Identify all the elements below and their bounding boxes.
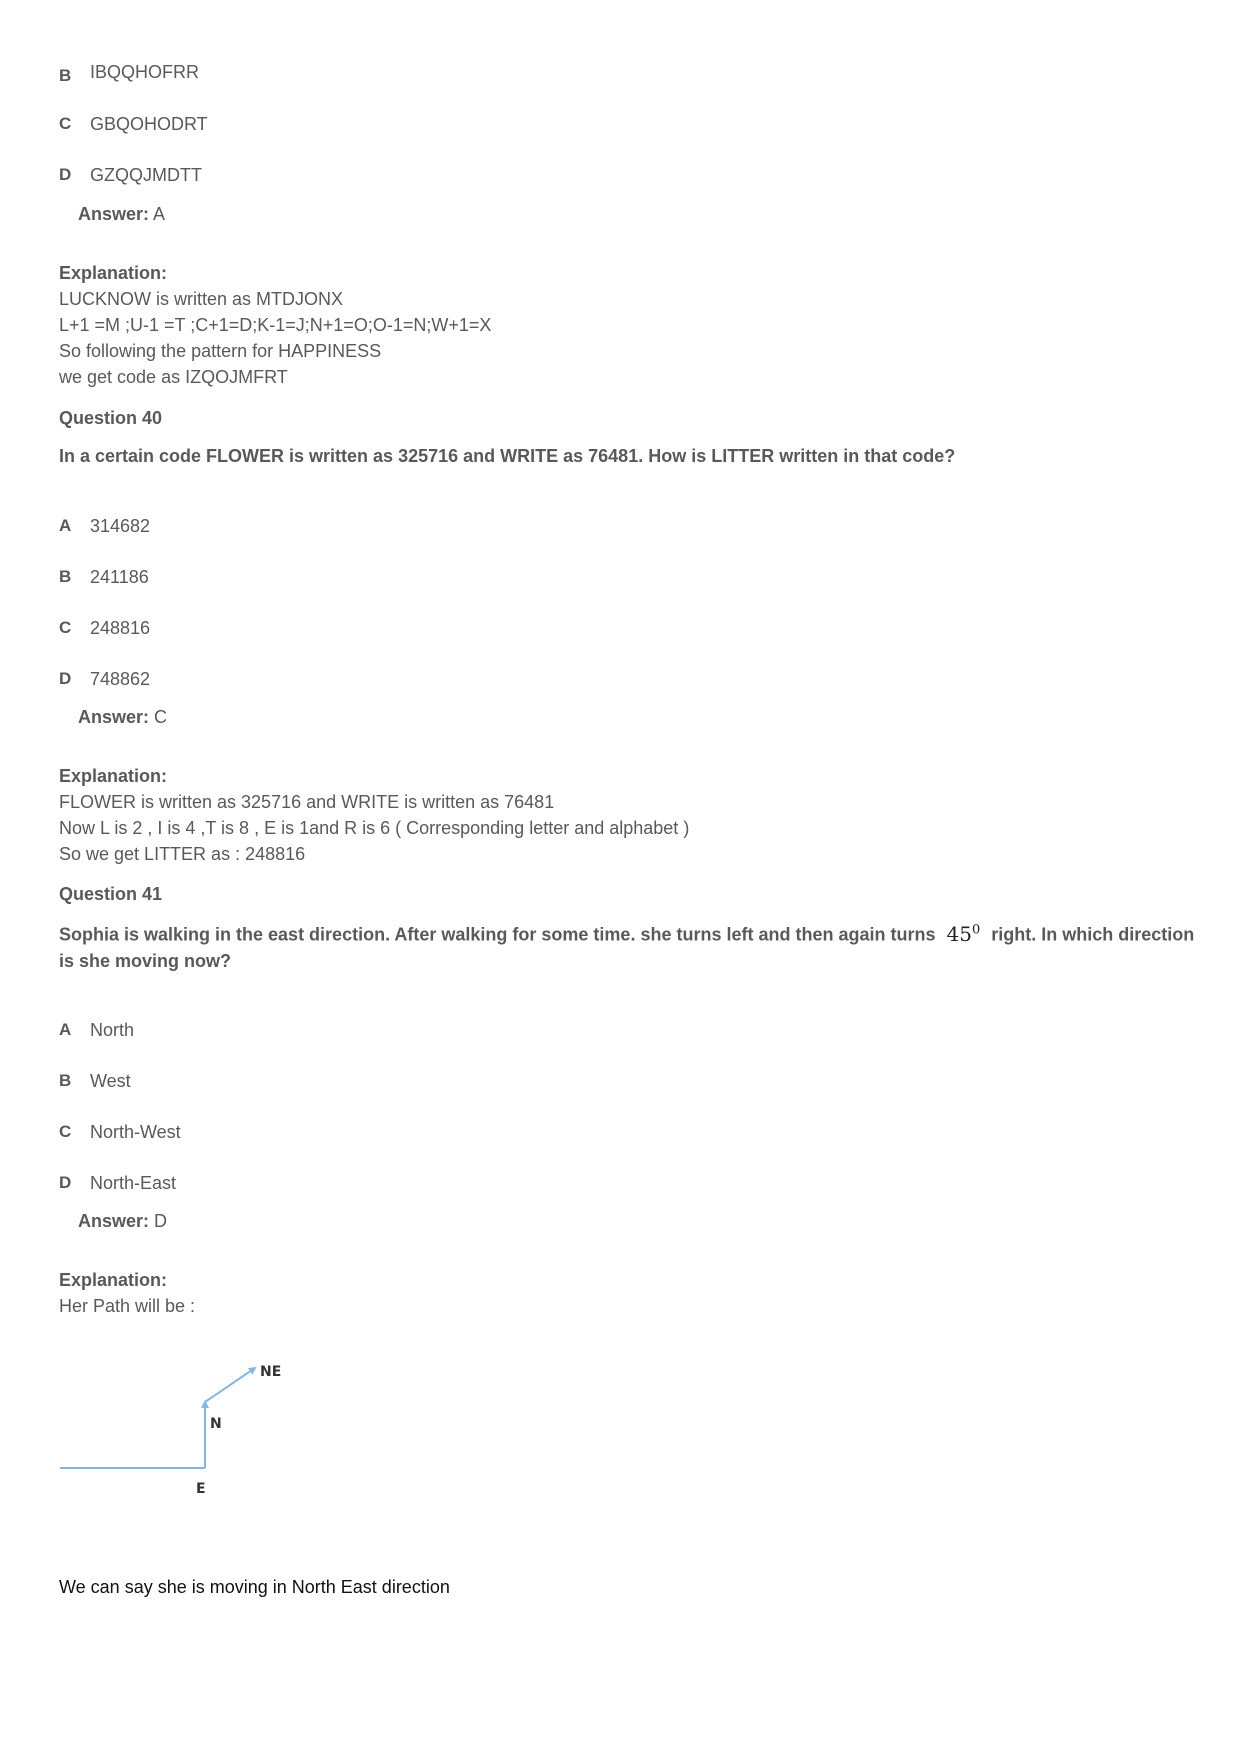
q41-conclusion: We can say she is moving in North East direction: [59, 1577, 450, 1597]
explanation-line: Her Path will be :: [59, 1296, 196, 1316]
explanation-line: FLOWER is written as 325716 and WRITE is written as 76481: [59, 792, 555, 812]
answer-value: A: [153, 204, 166, 224]
option-letter: C: [59, 1122, 72, 1141]
question-41-text: [59, 917, 1195, 974]
explanation-title: Explanation:: [59, 263, 168, 283]
q41-answer: [78, 1211, 167, 1232]
answer-value: D: [154, 1211, 168, 1231]
option-letter: A: [59, 1020, 72, 1039]
explanation-line: LUCKNOW is written as MTDJONX: [59, 289, 344, 309]
explanation-title: Explanation:: [59, 1270, 168, 1290]
math-base: 45: [946, 921, 972, 946]
q40-explanation: [59, 763, 689, 867]
explanation-line: So we get LITTER as : 248816: [59, 844, 306, 864]
q41-explanation: [59, 1267, 195, 1319]
option-text: 748862: [90, 669, 151, 689]
answer-label: Answer:: [78, 1211, 150, 1231]
option-letter: D: [59, 165, 72, 184]
option-letter: D: [59, 1173, 72, 1192]
math-expression: [947, 922, 981, 946]
answer-value: C: [154, 707, 168, 727]
label-e: E: [196, 1481, 206, 1497]
option-letter: D: [59, 669, 72, 688]
question-text-part: right. In which direction: [991, 924, 1195, 945]
option-text: GBQOHODRT: [90, 114, 208, 134]
q40-answer: [78, 707, 167, 728]
explanation-line: we get code as IZQOJMFRT: [59, 367, 288, 387]
question-40-title: Question 40: [59, 408, 163, 428]
option-letter: B: [59, 66, 72, 85]
explanation-line: L+1 =M ;U-1 =T ;C+1=D;K-1=J;N+1=O;O-1=N;W+1=X: [59, 315, 492, 335]
direction-path-diagram: [50, 1340, 310, 1510]
label-n: N: [210, 1416, 222, 1432]
q39-answer: [78, 204, 165, 225]
question-41-title: Question 41: [59, 884, 163, 904]
answer-label: Answer:: [78, 707, 150, 727]
explanation-title: Explanation:: [59, 766, 168, 786]
northeast-path-line: [205, 1368, 255, 1402]
option-letter: C: [59, 114, 72, 133]
option-text: North: [90, 1020, 135, 1040]
option-text: North-East: [90, 1173, 177, 1193]
explanation-line: Now L is 2 , I is 4 ,T is 8 , E is 1and R is 6 ( Corresponding letter and alphabet ): [59, 818, 690, 838]
explanation-line: So following the pattern for HAPPINESS: [59, 341, 382, 361]
option-letter: C: [59, 618, 72, 637]
option-text: North-West: [90, 1122, 181, 1142]
option-letter: B: [59, 567, 72, 586]
question-40-text: In a certain code FLOWER is written as 325716 and WRITE as 76481. How is LITTER written in that code?: [59, 446, 956, 466]
option-text: GZQQJMDTT: [90, 165, 202, 185]
math-superscript: 0: [971, 922, 981, 937]
question-text-part: Sophia is walking in the east direction. After walking for some time. she turns left and then again turns: [59, 924, 936, 945]
option-text: 248816: [90, 618, 151, 638]
option-letter: A: [59, 516, 72, 535]
answer-label: Answer:: [78, 204, 150, 224]
label-ne: NE: [260, 1364, 282, 1380]
question-text-line2: is she moving now?: [59, 950, 232, 971]
option-text: IBQQHOFRR: [90, 62, 200, 82]
option-letter: B: [59, 1071, 72, 1090]
q39-explanation: [59, 260, 491, 390]
option-text: West: [90, 1071, 131, 1091]
option-text: 314682: [90, 516, 151, 536]
option-text: 241186: [90, 567, 149, 587]
